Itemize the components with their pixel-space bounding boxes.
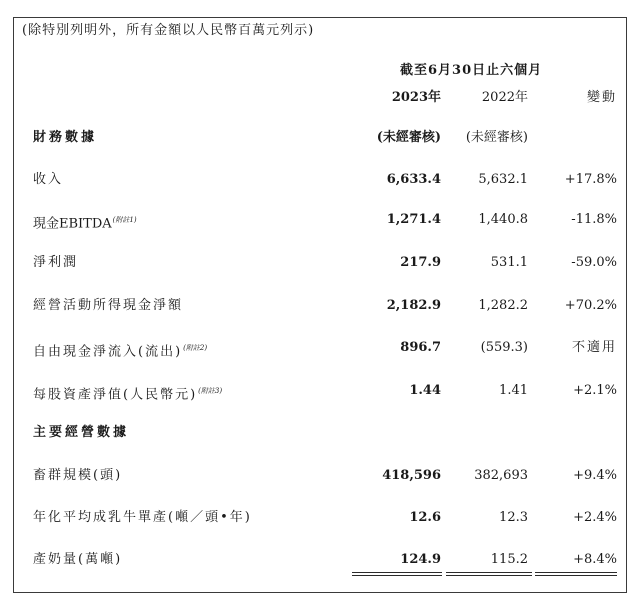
row-label: 產奶量(萬噸) (33, 552, 123, 567)
footnote-marker: (附註2) (183, 344, 208, 352)
row-change: +8.4% (573, 552, 617, 567)
row-label: 現金EBITDA$^{(附註1)}$ (33, 216, 137, 232)
row-current: 1,271.4 (386, 212, 441, 227)
operating-section-title: 主要經營數據 (33, 425, 130, 440)
amount-note: (除特別列明外，所有金額以人民幣百萬元列示) (22, 23, 315, 38)
row-prior: (559.3) (480, 340, 528, 355)
audit-current: (未經審核) (376, 130, 441, 145)
row-prior: 382,693 (474, 468, 528, 483)
row-prior: 12.3 (499, 510, 528, 525)
double-underline (446, 575, 532, 576)
row-prior: 1,440.8 (478, 212, 528, 227)
row-current: 418,596 (382, 468, 441, 483)
audit-prior: (未經審核) (465, 130, 528, 145)
double-underline (446, 572, 532, 573)
row-label: 收入 (33, 172, 64, 187)
row-change: -11.8% (571, 212, 617, 227)
double-underline (352, 575, 442, 576)
row-change: +70.2% (564, 298, 617, 313)
footnote-marker: (附註1) (112, 216, 137, 224)
row-current: 217.9 (400, 255, 441, 270)
year-current-header: 2023年 (391, 90, 441, 105)
change-header: 變動 (586, 90, 617, 105)
row-current: 6,633.4 (386, 172, 441, 187)
row-prior: 1,282.2 (478, 298, 528, 313)
row-change: +2.1% (573, 383, 617, 398)
row-current: 124.9 (400, 552, 441, 567)
row-current: 1.44 (409, 383, 441, 398)
footnote-marker: (附註3) (198, 387, 223, 395)
row-label: 年化平均成乳牛單產(噸／頭•年) (33, 510, 252, 525)
row-label: 經營活動所得現金淨額 (33, 298, 184, 313)
row-label: 畜群規模(頭) (33, 468, 123, 483)
row-change: +9.4% (573, 468, 617, 483)
row-prior: 1.41 (499, 383, 528, 398)
row-label: 淨利潤 (33, 255, 79, 270)
row-change: +2.4% (573, 510, 617, 525)
row-prior: 531.1 (490, 255, 528, 270)
row-label: 自由現金淨流入(流出)$^{(附註2)}$ (33, 344, 208, 360)
row-label: 每股資產淨值(人民幣元)$^{(附註3)}$ (33, 387, 223, 403)
row-change: -59.0% (571, 255, 617, 270)
row-current: 12.6 (409, 510, 441, 525)
row-current: 896.7 (400, 340, 441, 355)
row-prior: 5,632.1 (478, 172, 528, 187)
row-change: +17.8% (564, 172, 617, 187)
row-current: 2,182.9 (386, 298, 441, 313)
period-header: 截至6月30日止六個月 (400, 63, 543, 78)
row-change: 不適用 (571, 340, 617, 355)
double-underline (352, 572, 442, 573)
financial-section-title: 財務數據 (33, 130, 98, 145)
year-prior-header: 2022年 (481, 90, 528, 105)
double-underline (535, 572, 617, 573)
row-prior: 115.2 (490, 552, 528, 567)
double-underline (535, 575, 617, 576)
